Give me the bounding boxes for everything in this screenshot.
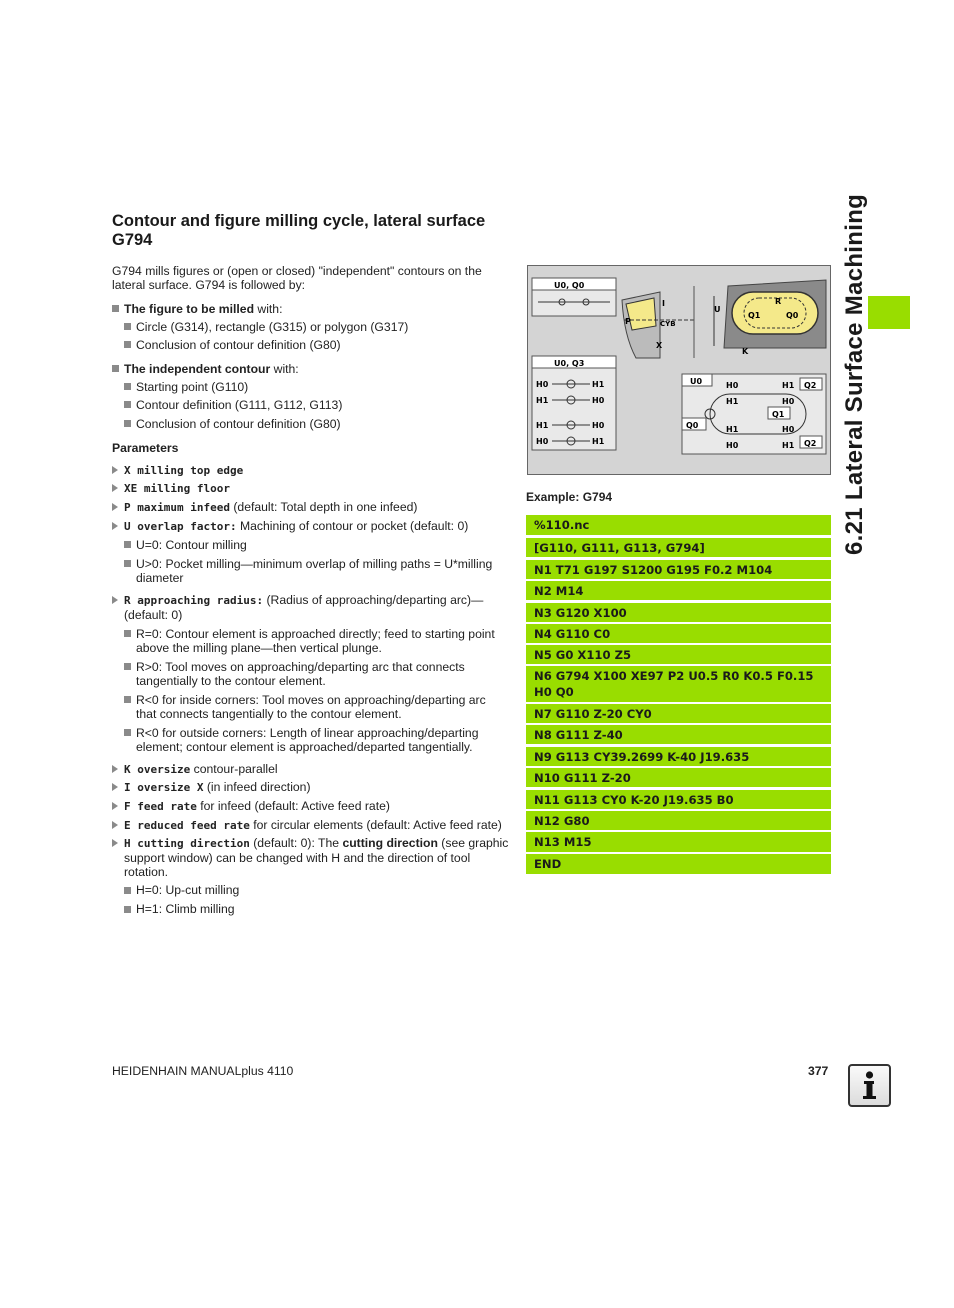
svg-text:I: I xyxy=(662,299,665,308)
info-icon xyxy=(848,1064,891,1107)
list-item: U>0: Pocket milling—minimum overlap of milling paths = U*milling diameter xyxy=(136,557,493,585)
param-f: F feed rate for infeed (default: Active feed rate) xyxy=(124,799,390,813)
param-e: E reduced feed rate for circular elements (default: Active feed rate) xyxy=(124,818,502,832)
code-line: %110.nc xyxy=(526,515,831,535)
list-item: H=1: Climb milling xyxy=(136,902,235,916)
code-line: N10 G111 Z-20 xyxy=(526,768,831,787)
svg-text:U0, Q3: U0, Q3 xyxy=(554,359,585,368)
svg-text:Q0: Q0 xyxy=(686,421,699,430)
code-line: N11 G113 CY0 K-20 J19.635 B0 xyxy=(526,790,831,809)
support-graphic-svg xyxy=(528,266,830,474)
svg-text:H0: H0 xyxy=(536,380,549,389)
svg-text:P: P xyxy=(625,317,631,326)
param-r: R approaching radius: (Radius of approaching/departing arc)—(default: 0) xyxy=(124,593,484,622)
list-item: H=0: Up-cut milling xyxy=(136,883,240,897)
svg-text:H0: H0 xyxy=(726,381,739,390)
code-line: N8 G111 Z-40 xyxy=(526,725,831,744)
param-p: P maximum infeed (default: Total depth in one infeed) xyxy=(124,500,418,514)
svg-text:H0: H0 xyxy=(726,441,739,450)
intro-paragraph: G794 mills figures or (open or closed) "independent" contours on the lateral surface. G794 is followed by: xyxy=(112,264,482,292)
code-line: [G110, G111, G113, G794] xyxy=(526,538,831,557)
code-line: N4 G110 C0 xyxy=(526,624,831,643)
svg-text:Q2: Q2 xyxy=(804,439,817,448)
param-h: H cutting direction (default: 0): The cutting direction (see graphic support window) can be changed with H and the direction of tool rotation. xyxy=(124,836,509,879)
svg-text:H0: H0 xyxy=(592,421,605,430)
svg-text:H0: H0 xyxy=(782,425,795,434)
support-graphic xyxy=(527,265,831,475)
svg-text:H0: H0 xyxy=(592,396,605,405)
example-label: Example: G794 xyxy=(526,490,613,504)
svg-text:Q2: Q2 xyxy=(804,381,817,390)
svg-text:X: X xyxy=(656,341,663,350)
code-line: N5 G0 X110 Z5 xyxy=(526,645,831,664)
code-line: END xyxy=(526,854,831,874)
svg-text:H1: H1 xyxy=(592,437,605,446)
figure-block-heading: The figure to be milled with: xyxy=(112,302,282,316)
svg-text:K: K xyxy=(742,347,749,356)
list-item: R<0 for outside corners: Length of linear approaching/departing element; contour element is approached/departed tangentially. xyxy=(136,726,479,754)
parameters-heading: Parameters xyxy=(112,441,179,455)
code-line: N1 T71 G197 S1200 G195 F0.2 M104 xyxy=(526,560,831,579)
svg-text:H1: H1 xyxy=(782,441,795,450)
code-line: N2 M14 xyxy=(526,581,831,600)
list-item: Contour definition (G111, G112, G113) xyxy=(136,398,343,412)
list-item: R=0: Contour element is approached directly; feed to starting point above the milling plane—then vertical plunge. xyxy=(136,627,495,655)
side-section-title: 6.21 Lateral Surface Machining xyxy=(841,193,868,555)
code-line: N3 G120 X100 xyxy=(526,603,831,622)
svg-text:H1: H1 xyxy=(536,421,549,430)
code-line: N6 G794 X100 XE97 P2 U0.5 R0 K0.5 F0.15 H0 Q0 xyxy=(526,666,831,702)
svg-text:Q0: Q0 xyxy=(786,311,799,320)
footer-manual-title: HEIDENHAIN MANUALplus 4110 xyxy=(112,1064,294,1078)
svg-text:Q1: Q1 xyxy=(772,410,785,419)
list-item: Starting point (G110) xyxy=(136,380,249,394)
list-item: Conclusion of contour definition (G80) xyxy=(136,417,341,431)
list-item: U=0: Contour milling xyxy=(136,538,247,552)
param-xe: XE milling floor xyxy=(124,482,230,495)
svg-text:H1: H1 xyxy=(782,381,795,390)
list-item: Conclusion of contour definition (G80) xyxy=(136,338,341,352)
page-number: 377 xyxy=(808,1064,829,1078)
code-line: N12 G80 xyxy=(526,811,831,830)
code-line: N7 G110 Z-20 CY0 xyxy=(526,704,831,723)
svg-text:H0: H0 xyxy=(782,397,795,406)
svg-text:H1: H1 xyxy=(592,380,605,389)
code-line: N9 G113 CY39.2699 K-40 J19.635 xyxy=(526,747,831,766)
section-tab-marker xyxy=(868,296,910,329)
svg-text:H1: H1 xyxy=(536,396,549,405)
list-item: Circle (G314), rectangle (G315) or polygon (G317) xyxy=(136,320,409,334)
param-k: K oversize contour-parallel xyxy=(124,762,278,776)
svg-text:H1: H1 xyxy=(726,425,739,434)
svg-text:CYB: CYB xyxy=(660,320,676,328)
list-item: R<0 for inside corners: Tool moves on approaching/departing arc that connects tangentially to the contour element. xyxy=(136,693,486,721)
svg-text:H0: H0 xyxy=(536,437,549,446)
label-u0q0: U0, Q0 xyxy=(554,281,585,290)
contour-block-heading: The independent contour with: xyxy=(112,362,299,376)
code-line: N13 M15 xyxy=(526,832,831,852)
param-i: I oversize X (in infeed direction) xyxy=(124,780,311,794)
list-item: R>0: Tool moves on approaching/departing arc that connects tangentially to the contour element. xyxy=(136,660,465,688)
svg-text:U0: U0 xyxy=(690,377,703,386)
svg-text:Q1: Q1 xyxy=(748,311,761,320)
svg-text:H1: H1 xyxy=(726,397,739,406)
svg-text:R: R xyxy=(775,297,782,306)
svg-text:U: U xyxy=(714,305,721,314)
section-heading: Contour and figure milling cycle, lateral surface G794 xyxy=(112,212,486,249)
param-u: U overlap factor: Machining of contour or pocket (default: 0) xyxy=(124,519,469,533)
param-x: X milling top edge xyxy=(124,464,244,477)
